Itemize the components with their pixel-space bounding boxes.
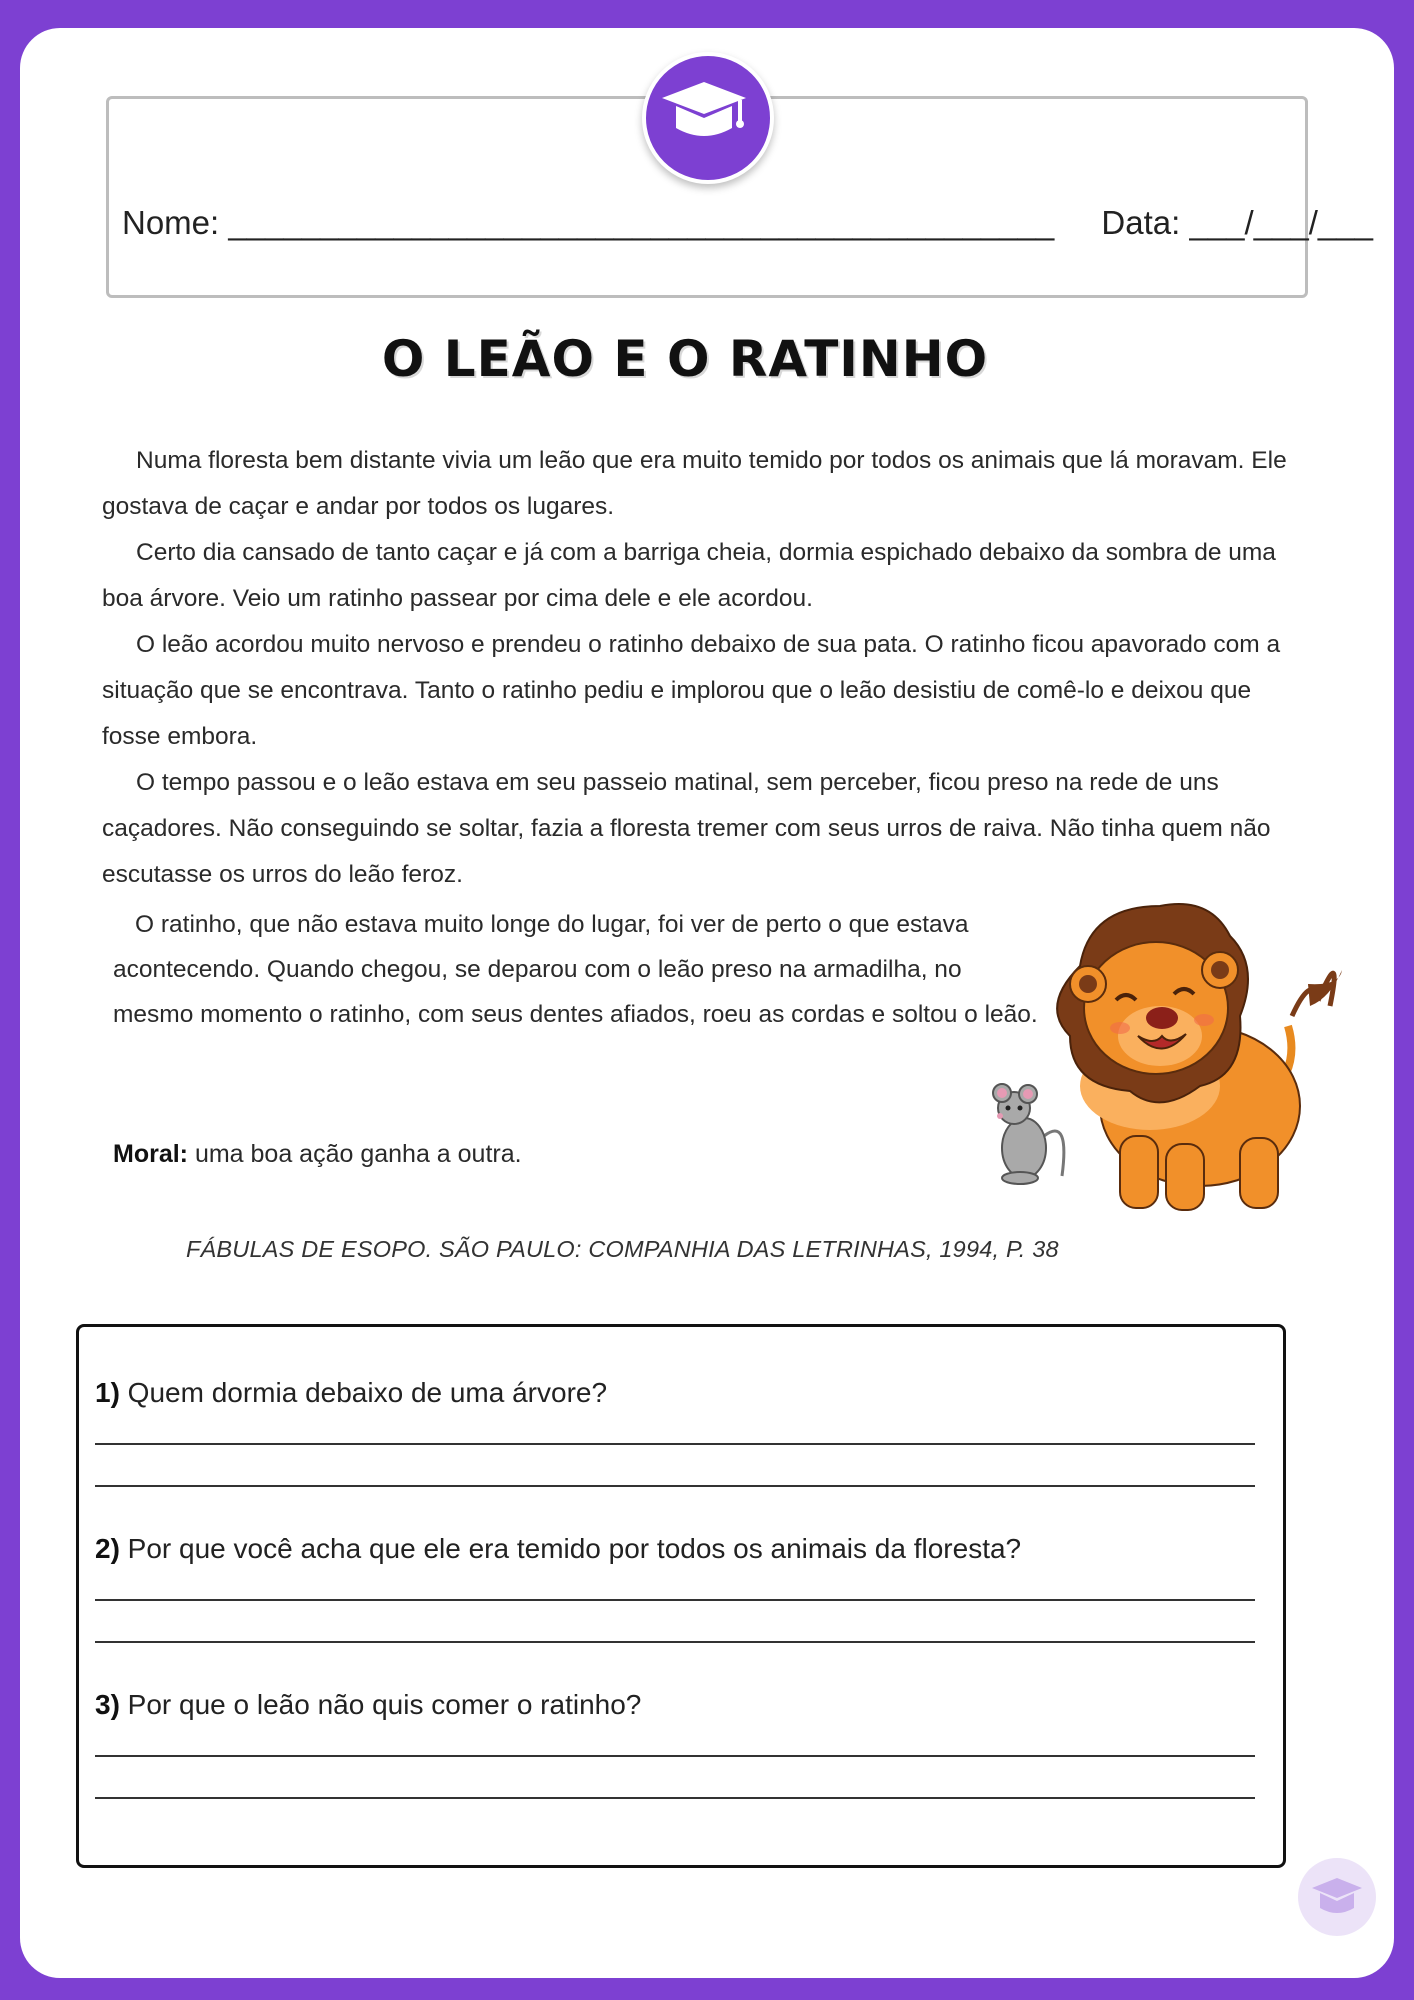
story-paragraph: Certo dia cansado de tanto caçar e já com a barriga cheia, dormia espichado debaixo da sombra de uma boa árvore. Veio um ratinho passear por cima dele e ele acordou. (102, 539, 1276, 612)
question-label: Por que o leão não quis comer o ratinho? (119, 1689, 642, 1720)
graduation-cap-icon (642, 52, 774, 184)
worksheet-page (20, 28, 1394, 1978)
question-number: 1) (95, 1377, 120, 1408)
page-title: O LEÃO E O RATINHO (381, 330, 989, 388)
questions-box (76, 1324, 1286, 1868)
question-2 (95, 1533, 1265, 1565)
story-text (102, 438, 1292, 898)
lion-icon (1057, 904, 1342, 1210)
story-paragraph: O tempo passou e o leão estava em seu passeio matinal, sem perceber, ficou preso na rede de uns caçadores. Não conseguindo se soltar, fazia a floresta tremer com seus urros de raiva. Não tinha quem não escutasse os urros do leão feroz. (102, 769, 1271, 888)
answer-line[interactable] (95, 1755, 1255, 1757)
moral (113, 1140, 522, 1169)
name-field[interactable]: Nome: _____________________________________________ (122, 204, 1055, 241)
moral-label: Moral: (113, 1140, 188, 1168)
question-text (95, 1689, 1265, 1721)
question-number: 2) (95, 1533, 120, 1564)
question-number: 3) (95, 1689, 120, 1720)
moral-text: uma boa ação ganha a outra. (188, 1140, 522, 1168)
answer-line[interactable] (95, 1641, 1255, 1643)
answer-line[interactable] (95, 1485, 1255, 1487)
answer-line[interactable] (95, 1599, 1255, 1601)
question-3 (95, 1689, 1265, 1721)
header-fields (122, 204, 1373, 242)
illustration (970, 886, 1350, 1221)
question-1 (95, 1377, 1265, 1409)
question-text (95, 1377, 1265, 1409)
answer-line[interactable] (95, 1797, 1255, 1799)
story-paragraph: O leão acordou muito nervoso e prendeu o ratinho debaixo de sua pata. O ratinho ficou apavorado com a situação que se encontrava. Tanto o ratinho pediu e implorou que o leão desistiu de comê-lo e deixou que fosse embora. (102, 631, 1281, 750)
graduation-cap-icon (1298, 1858, 1376, 1936)
question-label: Por que você acha que ele era temido por todos os animais da floresta? (119, 1533, 1022, 1564)
question-label: Quem dormia debaixo de uma árvore? (119, 1377, 608, 1408)
story-text-continued (113, 902, 1043, 1037)
story-paragraph: O ratinho, que não estava muito longe do lugar, foi ver de perto o que estava acontecendo. Quando chegou, se deparou com o leão preso na armadilha, no mesmo momento o ratinho, com seus dentes afiados, roeu as cordas e soltou o leão. (113, 911, 1038, 1028)
story-paragraph: Numa floresta bem distante vivia um leão que era muito temido por todos os animais que lá moravam. Ele gostava de caçar e andar por todos os lugares. (102, 447, 1287, 520)
date-field[interactable]: Data: ___/___/___ (1101, 204, 1373, 241)
mouse-icon (993, 1084, 1064, 1184)
question-text (95, 1533, 1265, 1565)
answer-line[interactable] (95, 1443, 1255, 1445)
source-citation: FÁBULAS DE ESOPO. SÃO PAULO: COMPANHIA DAS LETRINHAS, 1994, P. 38 (186, 1236, 1059, 1262)
